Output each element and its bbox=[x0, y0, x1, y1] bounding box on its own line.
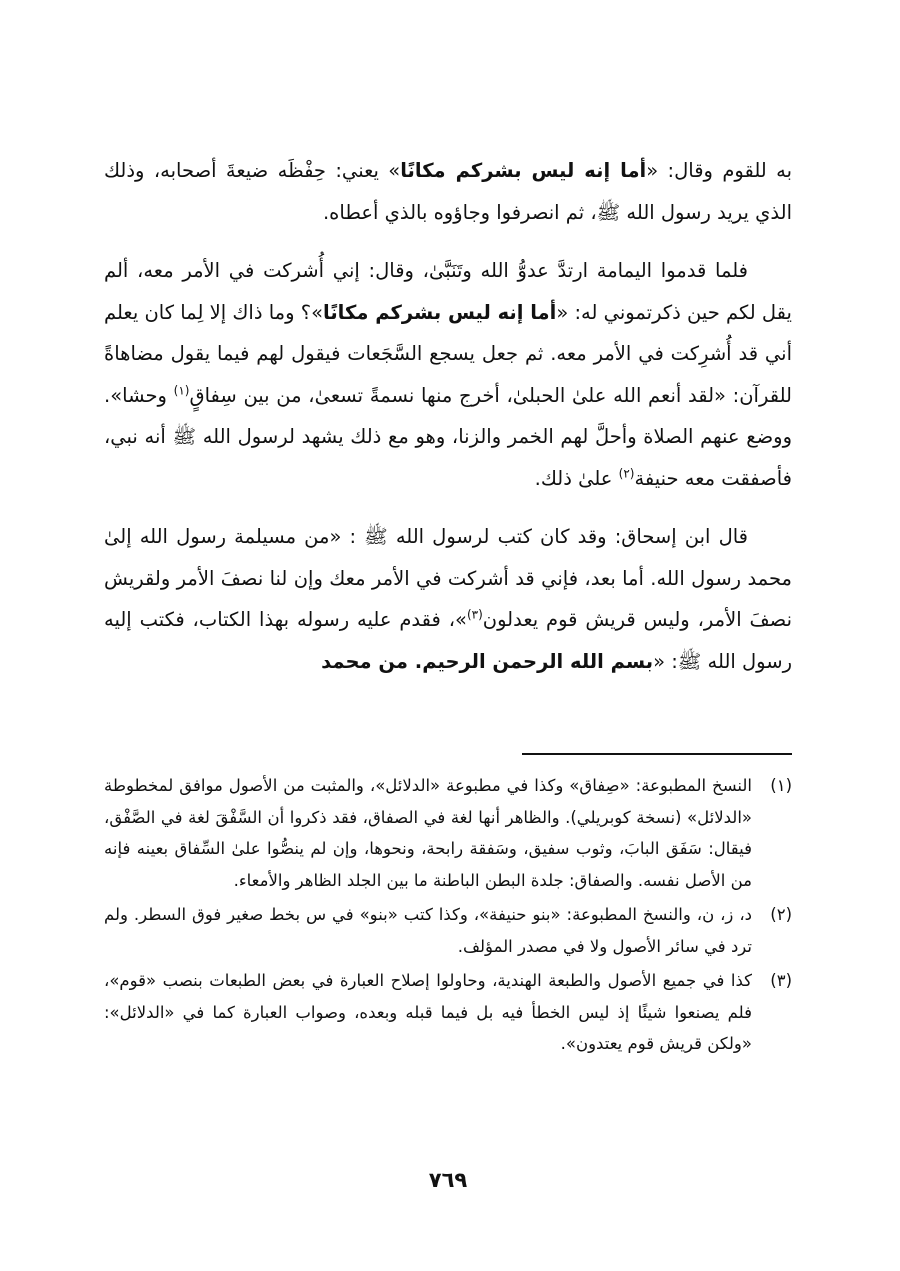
main-text bbox=[104, 150, 792, 682]
p2-text-e: علىٰ ذلك. bbox=[534, 466, 619, 490]
p1-text-c: » يعني: حِفْظَه ضيعةَ أصحابه، وذلك الذي يريد رسول الله ﷺ، ثم انصرفوا وجاؤوه بالذي أعطاه. bbox=[104, 159, 792, 224]
p1-quote-bold: أما إنه ليس بشركم مكانًا bbox=[400, 159, 647, 182]
footnote-text: د، ز، ن، والنسخ المطبوعة: «بنو حنيفة»، وكذا كتب «بنو» في س بخط صغير فوق السطر. ولم ترد في سائر الأصول ولا في مصدر المؤلف. bbox=[104, 905, 752, 956]
footnote-text: كذا في جميع الأصول والطبعة الهندية، وحاولوا إصلاح العبارة في بعض الطبعات بنصب «قوم»، فلم يصنعوا شيئًا إذ ليس الخطأ فيه بل فيما قبله وبعده، وصواب العبارة كما في «الدلائل»: «ولكن قريش قوم يعتدون». bbox=[104, 971, 752, 1053]
footnote-ref-1[interactable]: (١) bbox=[173, 383, 190, 397]
footnote-ref-2[interactable]: (٢) bbox=[618, 466, 635, 480]
p2-text-a: فلما قدموا اليمامة ارتدَّ عدوُّ الله وتَنَبَّىٰ، وقال: إني أُشركت في الأمر معه، ألم يقل لكم حين ذكرتموني له: « bbox=[104, 259, 792, 324]
p2-text-c: »؟ وما ذاك إلا لِما كان يعلم أني قد أُشرِكت في الأمر معه. ثم جعل يسجع السَّجَعات فيقول لهم فيما يقول مضاهاةً للقرآن: «لقد أنعم الله علىٰ الحبلىٰ، أخرج منها نسمةً تسعىٰ، من بين سِفاقٍ bbox=[104, 300, 792, 407]
page-number: ٧٦٩ bbox=[428, 1168, 468, 1192]
p3-text-b: »، فقدم عليه رسوله بهذا الكتاب، فكتب إليه رسول الله ﷺ: « bbox=[104, 608, 792, 673]
p1-text-a: به للقوم وقال: « bbox=[646, 159, 792, 182]
footnote-2 bbox=[104, 899, 792, 962]
footnote-ref-3[interactable]: (٣) bbox=[466, 607, 483, 622]
footnote-3 bbox=[104, 965, 792, 1060]
footnote-number: (٣) bbox=[770, 971, 792, 990]
p3-bold-basmala: بسم الله الرحمن الرحيم. من محمد bbox=[321, 649, 654, 673]
p2-quote-bold: أما إنه ليس بشركم مكانًا bbox=[323, 300, 557, 324]
footnote-1 bbox=[104, 770, 792, 896]
p3-text-a: قال ابن إسحاق: وقد كان كتب لرسول الله ﷺ : «من مسيلمة رسول الله إلىٰ محمد رسول الله. أما بعد، فإني قد أشركت في الأمر معك وإن لنا نصفَ الأمر ولقريش نصفَ الأمر، وليس قريش قوم يعدلون bbox=[104, 525, 792, 631]
footnote-separator bbox=[522, 753, 792, 755]
paragraph-1 bbox=[104, 150, 792, 233]
footnote-number: (١) bbox=[770, 776, 792, 795]
footnote-number: (٢) bbox=[770, 905, 792, 924]
paragraph-3 bbox=[104, 516, 792, 682]
footnotes bbox=[104, 770, 792, 1063]
footnote-text: النسخ المطبوعة: «صِفاق» وكذا في مطبوعة «الدلائل»، والمثبت من الأصول موافق لمخطوطة «الدلائل» (نسخة كوبريلي). والظاهر أنها لغة في الصفاق، فقد ذكروا أن السَّفْقَ لغة في الصَّفْق، فيقال: سَفَق البابَ، وثوب سفيق، وسَفقة رابحة، ونحوها، وإن لم ينصُّوا علىٰ السِّفاق بعينه فإنه من الأصل نفسه. والصفاق: جلدة البطن الباطنة ما بين الجلد الظاهر والأمعاء. bbox=[104, 776, 752, 890]
p2-text-d: وحشا». ووضع عنهم الصلاة وأحلَّ لهم الخمر والزنا، وهو مع ذلك يشهد لرسول الله ﷺ أنه نبي، فأصفقت معه حنيفة bbox=[104, 383, 792, 490]
paragraph-2 bbox=[104, 250, 792, 499]
book-page bbox=[104, 150, 792, 1230]
